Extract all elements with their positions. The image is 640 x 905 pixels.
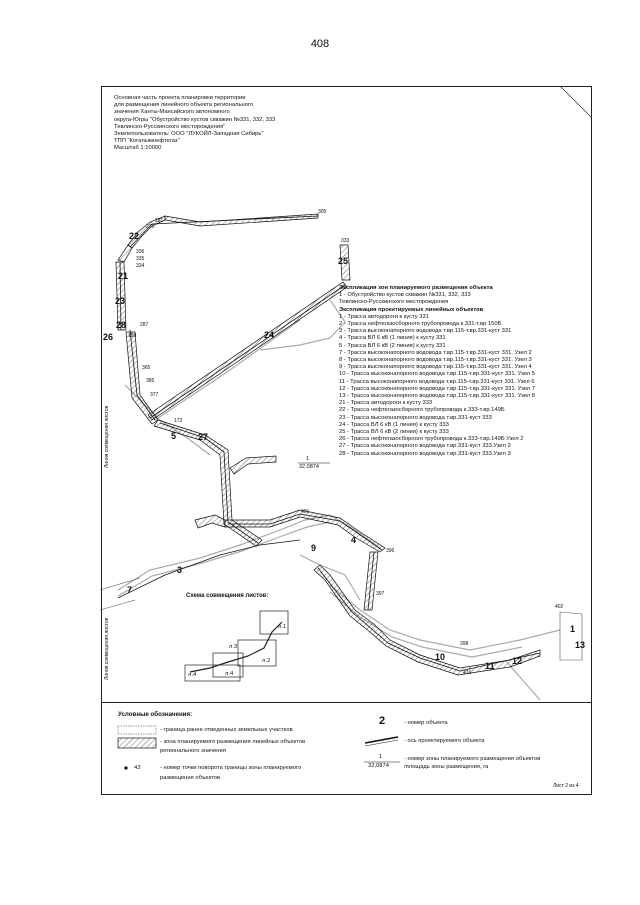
legend-item: регионального значения [160, 748, 226, 754]
header-line: округа-Югры "Обустройство кустов скважин №331, 332, 333 [114, 116, 276, 123]
object-label: 9 [311, 543, 317, 553]
object-label: 21 [118, 271, 129, 281]
point-label: 385 [146, 378, 155, 384]
zones-title: Экспликация зон планируемого размещения объекта [339, 285, 493, 291]
point-label: 334 [136, 263, 145, 269]
object-item: 27 - Трасса высоконапорного водовода т.вр.331-куст 333.Узел 2 [339, 443, 511, 450]
object-item: 1 - Трасса автодороги к кусту 331 [339, 313, 429, 320]
header-line: Основная часть проекта планировки территории [114, 95, 246, 101]
object-label: 3 [177, 565, 183, 575]
object-item: 12 - Трасса высоконапорного водовода т.вр.115-т.вр.331-куст 331. Узел 7 [339, 385, 535, 392]
scheme-sheet-label: л.4 [188, 672, 197, 678]
legend-item: размещения объектов [160, 775, 221, 781]
point-label: 287 [140, 322, 149, 328]
header-line: для размещения линейного объекта регионального [114, 102, 254, 109]
object-label: 28 [116, 320, 127, 330]
object-item: 10 - Трасса высоконапорного водовода т.вр.115-т.вр.331-куст 331. Узел 5 [339, 371, 535, 378]
header-line: ТПП "Когалымнефтегаз" [114, 138, 180, 145]
object-label: 25 [338, 256, 349, 266]
point-label: 276 [146, 224, 155, 230]
header-line: Масштаб 1:10000 [114, 145, 162, 152]
object-label: 27 [198, 432, 209, 442]
legend-area-example-value: 32,0874 [368, 763, 389, 769]
point-label: 416 [463, 670, 472, 676]
legend-item: - граница ранее отведенных земельных участков [160, 727, 293, 733]
object-label: 1 [570, 624, 576, 634]
legend-item: - номер зоны планируемого размещения объектов [404, 756, 541, 762]
point-label: 396 [386, 548, 395, 554]
scheme-sheet-label: л.3 [229, 644, 238, 650]
legend-item: - номер объекта [404, 720, 448, 726]
legend-object-number-example: 2 [379, 715, 386, 727]
sheet-footer: Лист 2 из 4 [553, 783, 579, 789]
header-line: Тевлинско-Русскинского месторождения" [114, 123, 226, 130]
legend-title: Условные обозначения: [118, 711, 193, 718]
object-label: 10 [435, 652, 446, 662]
sheet-join-label: Линия совмещения листов [104, 617, 110, 680]
object-item: 24 - Трасса ВЛ 6 кВ (1 линия) к кусту 333 [339, 421, 449, 428]
point-label: 333 [341, 238, 350, 244]
legend-item: - зона планируемого размещения линейных объектов [160, 739, 306, 745]
legend-point-example: 43 [134, 765, 141, 771]
object-item: 11 - Трасса высоконапорного водовода т.вр.115-т.вр.331-куст 331. Узел 6 [339, 378, 535, 385]
object-item: 22 - Трасса нефтегазосборного трубопровода к.333-т.вр.149Б [339, 407, 505, 414]
object-item: 5 - Трасса ВЛ 6 кВ (2 линия) к кусту 331 [339, 342, 446, 349]
scheme-sheet-label: л.4 [225, 671, 234, 677]
zone-item: 1 - Обустройство кустов скважин №331, 332, 333 [339, 292, 471, 299]
point-label: 397 [376, 591, 385, 597]
object-item: 23 - Трасса высоконапорного водовода т.вр.331-куст 333 [339, 414, 492, 421]
object-item: 2 - Трасса нефтегазосборного трубопровода к.331-т.вр 150Б [339, 321, 502, 328]
header-line: Землепользователь: ООО "ЛУКОЙЛ-Западная Сибирь" [114, 131, 264, 138]
object-item: 4 - Трасса ВЛ 6 кВ (1 линия) к кусту 331 [339, 335, 446, 342]
explication-block [339, 285, 535, 458]
object-label: 22 [129, 231, 140, 241]
object-label: 26 [103, 332, 114, 342]
legend-item: - ось проектируемого объекта [404, 738, 485, 744]
point-label: 180 [128, 333, 137, 339]
point-label: 281 [155, 218, 164, 224]
object-item: 7 - Трасса высоконапорного водовода т.вр.115-т.вр.331-куст 331. Узел 2 [339, 349, 532, 356]
object-label: 13 [575, 640, 586, 650]
object-item: 25 - Трасса ВЛ 6 кВ (2 линия) к кусту 333 [339, 429, 449, 436]
point-label: 402 [555, 604, 564, 610]
object-item: 9 - Трасса высоконапорного водовода т.вр.115-т.вр.331-куст 331. Узел 4 [339, 364, 532, 371]
sheet-join-label: Линия совмещения листов [104, 405, 110, 468]
frame-corner-line [560, 86, 592, 118]
object-label: 7 [127, 585, 133, 595]
point-label: 305 [318, 209, 327, 215]
point-label: 377 [150, 392, 159, 398]
zone-item: Тевлинско-Русскинского месторождения [339, 299, 449, 306]
object-label: 24 [264, 330, 275, 340]
area-zone-number: 1 [306, 456, 310, 462]
page-number: 408 [310, 38, 330, 50]
object-item: 21 - Трасса автодороги к кусту 333 [339, 400, 433, 407]
legend-item: - номер точки поворота границы зоны планируемого [160, 765, 302, 771]
object-label: 5 [171, 431, 177, 441]
area-zone-value: 32,0874 [299, 464, 319, 470]
object-label: 12 [512, 656, 523, 666]
point-label: 401 [301, 509, 310, 515]
object-label: 23 [115, 296, 126, 306]
object-item: 28 - Трасса высоконапорного водовода т.вр.331-куст 333.Узел 3 [339, 450, 511, 457]
object-item: 13 - Трасса высоконапорного водовода т.вр.115-т.вр.331-куст 331. Узел 8 [339, 393, 535, 400]
object-item: 26 - Трасса нефтегазосборного трубопровода к.333-т.вр.149Б Узел 2 [339, 436, 524, 443]
header-block [114, 95, 275, 153]
point-label: 335 [136, 256, 145, 262]
point-label: 365 [142, 365, 151, 371]
point-label: 172 [174, 418, 183, 424]
point-label: 398 [460, 641, 469, 647]
object-label: 4 [351, 535, 357, 545]
object-label: 11 [485, 661, 495, 671]
legend-separator [101, 702, 592, 703]
header-line: значения Ханты-Мансийского автономного [114, 109, 230, 116]
object-item: 8 - Трасса высоконапорного водовода т.вр.115-т.вр.331-куст 331. Узел 3 [339, 357, 532, 364]
object-item: 3 - Трасса высоконапорного водовода т.вр.115-т.вр.331-куст 331 [339, 328, 512, 335]
scheme-sheet-label: л.2 [262, 658, 271, 664]
legend-area-example-number: 1 [379, 754, 383, 760]
point-label: 336 [136, 249, 145, 255]
legend-item: /площадь зоны размещения, га [404, 764, 489, 770]
scheme-title: Схема совмещения листов: [186, 593, 269, 599]
scheme-sheet-label: л.1 [278, 624, 287, 630]
objects-title: Экспликация проектируемых линейных объектов [339, 306, 484, 313]
